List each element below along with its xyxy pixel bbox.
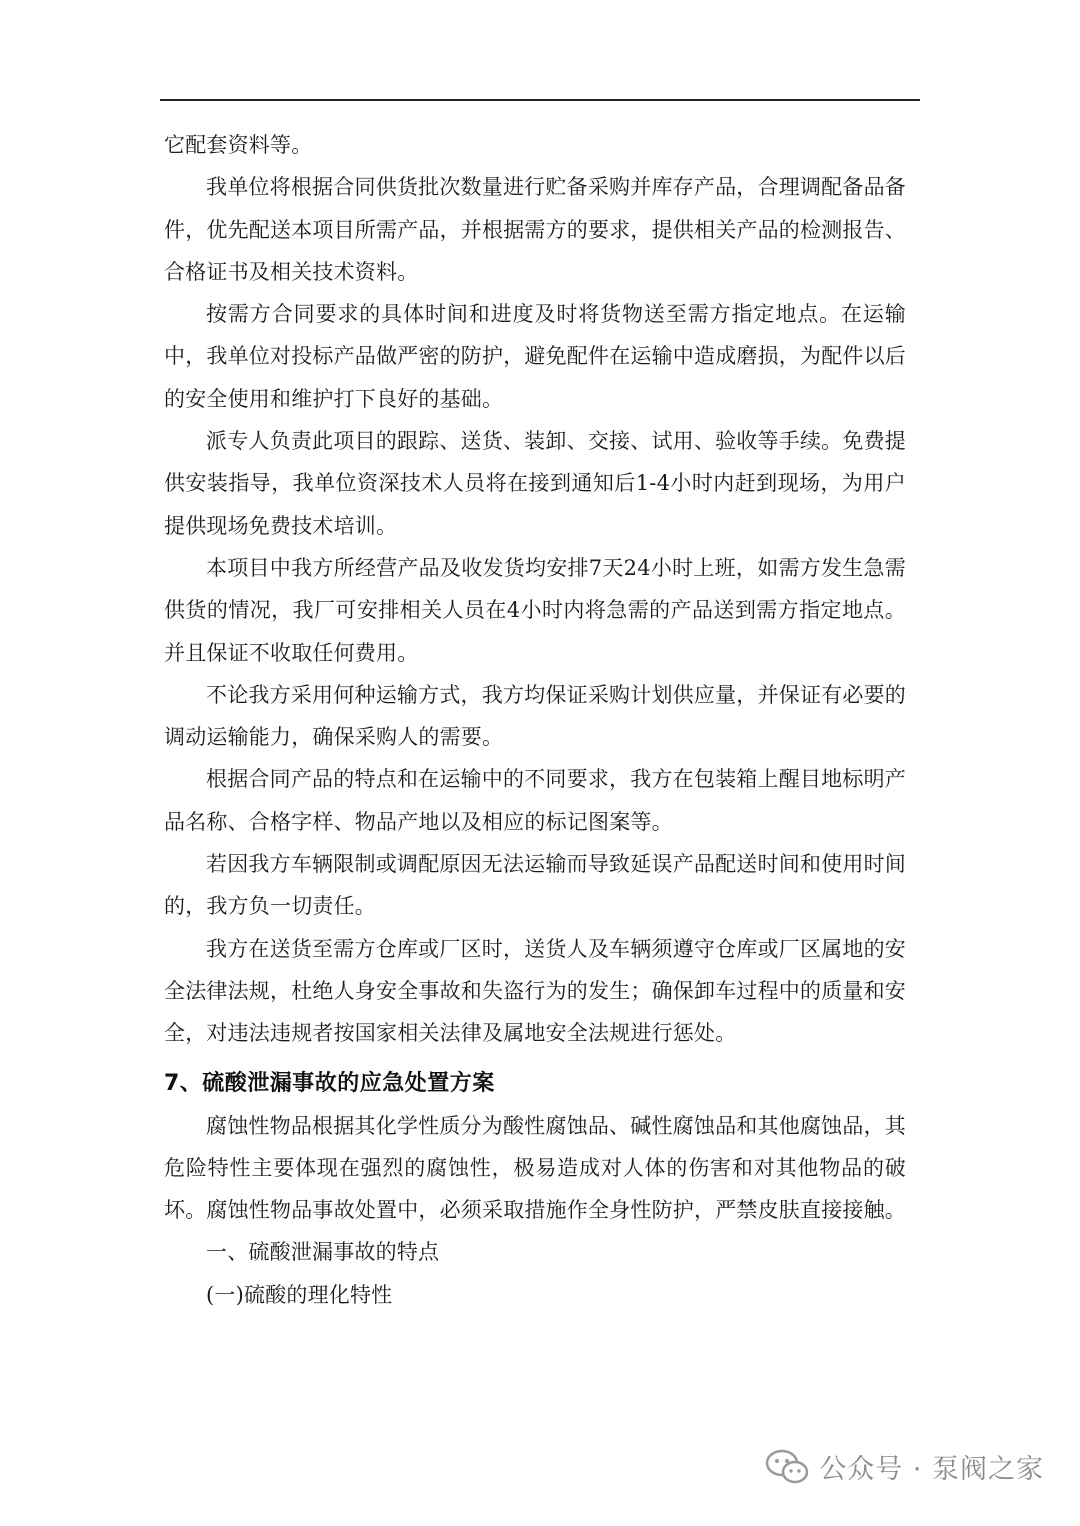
paragraph: 我方在送货至需方仓库或厂区时，送货人及车辆须遵守仓库或厂区属地的安全法律法规，杜绝人身安全事故和失盗行为的发生；确保卸车过程中的质量和安全，对违法违规者按国家相关法律及属地安全法规进行惩处。 — [164, 936, 906, 1046]
watermark — [765, 1447, 1044, 1486]
document-body — [164, 124, 906, 1316]
subheading: (一)硫酸的理化特性 — [206, 1282, 393, 1307]
paragraph: 根据合同产品的特点和在运输中的不同要求，我方在包装箱上醒目地标明产品名称、合格字样、物品产地以及相应的标记图案等。 — [164, 767, 906, 834]
paragraph: 腐蚀性物品根据其化学性质分为酸性腐蚀品、碱性腐蚀品和其他腐蚀品，其危险特性主要体现在强烈的腐蚀性，极易造成对人体的伤害和对其他物品的破坏。腐蚀性物品事故处置中，必须采取措施作全身性防护，严禁皮肤直接接触。 — [164, 1113, 906, 1223]
paragraph: 它配套资料等。 — [164, 133, 313, 157]
paragraph: 若因我方车辆限制或调配原因无法运输而导致延误产品配送时间和使用时间的，我方负一切责任。 — [164, 852, 906, 919]
header-rule — [160, 99, 920, 101]
paragraph: 派专人负责此项目的跟踪、送货、装卸、交接、试用、验收等手续。免费提供安装指导，我单位资深技术人员将在接到通知后1-4小时内赶到现场，为用户提供现场免费技术培训。 — [164, 429, 906, 538]
paragraph: 按需方合同要求的具体时间和进度及时将货物送至需方指定地点。在运输中，我单位对投标产品做严密的防护，避免配件在运输中造成磨损，为配件以后的安全使用和维护打下良好的基础。 — [164, 302, 906, 411]
paragraph: 我单位将根据合同供货批次数量进行贮备采购并库存产品，合理调配备品备件，优先配送本项目所需产品，并根据需方的要求，提供相关产品的检测报告、合格证书及相关技术资料。 — [164, 175, 906, 284]
subheading: 一、硫酸泄漏事故的特点 — [206, 1240, 440, 1265]
paragraph: 本项目中我方所经营产品及收发货均安排7天24小时上班，如需方发生急需供货的情况，我厂可安排相关人员在4小时内将急需的产品送到需方指定地点。并且保证不收取任何费用。 — [164, 555, 906, 665]
section-heading: 7、硫酸泄漏事故的应急处置方案 — [164, 1070, 495, 1096]
watermark-text: 公众号 · 泵阀之家 — [819, 1454, 1044, 1485]
wechat-icon — [765, 1449, 809, 1485]
paragraph: 不论我方采用何种运输方式，我方均保证采购计划供应量，并保证有必要的调动运输能力，确保采购人的需要。 — [164, 682, 906, 750]
